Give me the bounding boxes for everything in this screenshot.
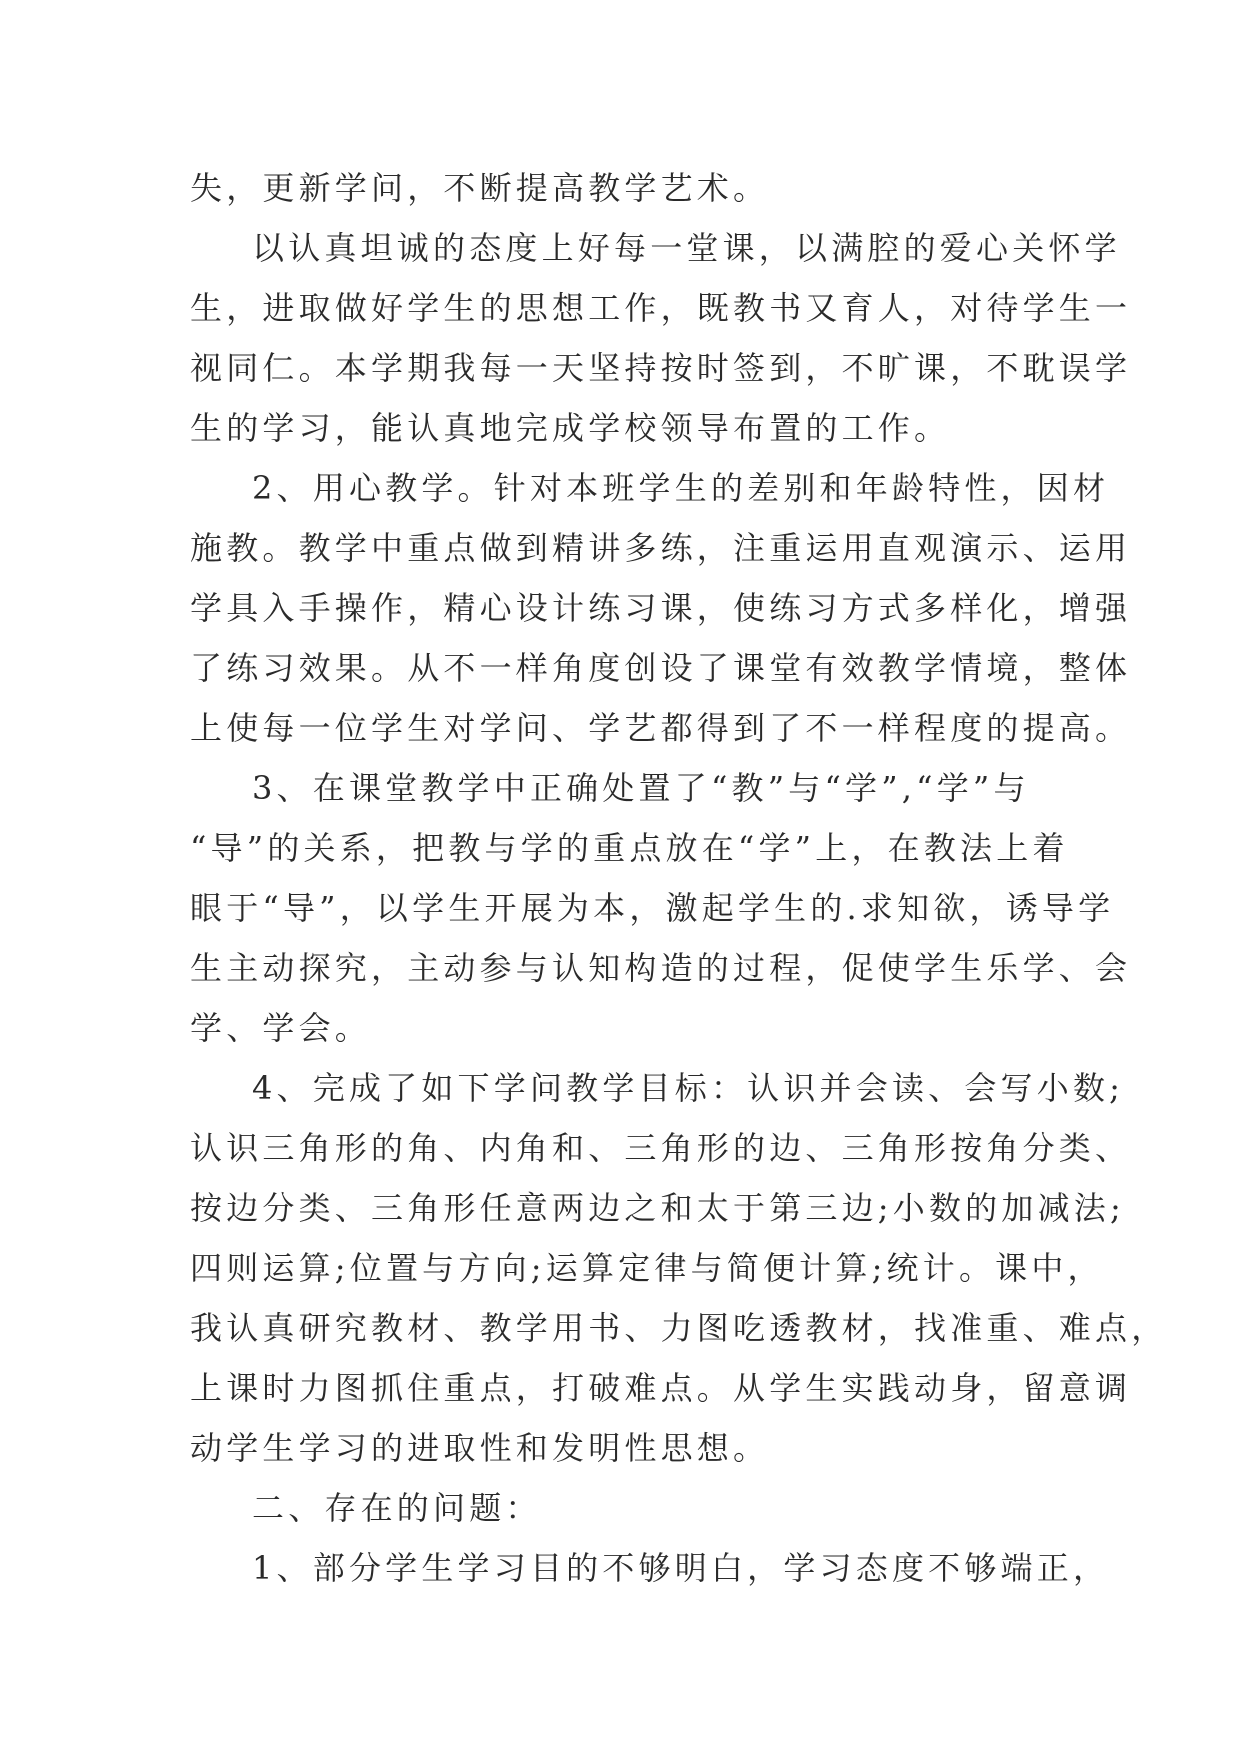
text-line-2: 以认真坦诚的态度上好每一堂课，以满腔的爱心关怀学	[252, 229, 1121, 267]
text-line-9: 了练习效果。从不一样角度创设了课堂有效教学情境，整体	[190, 649, 1132, 687]
document-body	[190, 158, 1168, 1598]
text-line-8: 学具入手操作，精心设计练习课，使练习方式多样化，增强	[190, 589, 1132, 627]
text-line-20: 我认真研究教材、教学用书、力图吃透教材，找准重、难点，	[190, 1309, 1168, 1347]
text-line-3: 生，进取做好学生的思想工作，既教书又育人，对待学生一	[190, 289, 1132, 327]
text-line-5: 生的学习，能认真地完成学校领导布置的工作。	[190, 409, 951, 447]
text-line-15: 学、学会。	[190, 1009, 372, 1047]
text-line-13: 眼于“导”，以学生开展为本，激起学生的.求知欲，诱导学	[190, 889, 1115, 927]
text-line-22: 动学生学习的进取性和发明性思想。	[190, 1429, 770, 1467]
text-line-11: 3、在课堂教学中正确处置了“教”与“学”,“学”与	[252, 769, 1030, 807]
text-line-24: 1、部分学生学习目的不够明白，学习态度不够端正，	[252, 1549, 1110, 1587]
text-line-21: 上课时力图抓住重点，打破难点。从学生实践动身，留意调	[190, 1369, 1132, 1407]
text-line-16: 4、完成了如下学问教学目标：认识并会读、会写小数;	[252, 1069, 1125, 1107]
text-line-7: 施教。教学中重点做到精讲多练，注重运用直观演示、运用	[190, 529, 1132, 567]
text-line-6: 2、用心教学。针对本班学生的差别和年龄特性，因材	[252, 469, 1110, 507]
text-line-23: 二、存在的问题：	[252, 1489, 542, 1527]
text-line-18: 按边分类、三角形任意两边之和太于第三边;小数的加减法;	[190, 1189, 1125, 1227]
text-line-4: 视同仁。本学期我每一天坚持按时签到，不旷课，不耽误学	[190, 349, 1132, 387]
text-line-19: 四则运算;位置与方向;运算定律与简便计算;统计。课中，	[190, 1249, 1104, 1287]
text-line-10: 上使每一位学生对学问、学艺都得到了不一样程度的提高。	[190, 709, 1132, 747]
text-line-12: “导”的关系，把教与学的重点放在“学”上，在教法上着	[190, 829, 1069, 867]
text-line-14: 生主动探究，主动参与认知构造的过程，促使学生乐学、会	[190, 949, 1132, 987]
text-line-17: 认识三角形的角、内角和、三角形的边、三角形按角分类、	[190, 1129, 1132, 1167]
text-line-1: 失，更新学问，不断提高教学艺术。	[190, 169, 770, 207]
